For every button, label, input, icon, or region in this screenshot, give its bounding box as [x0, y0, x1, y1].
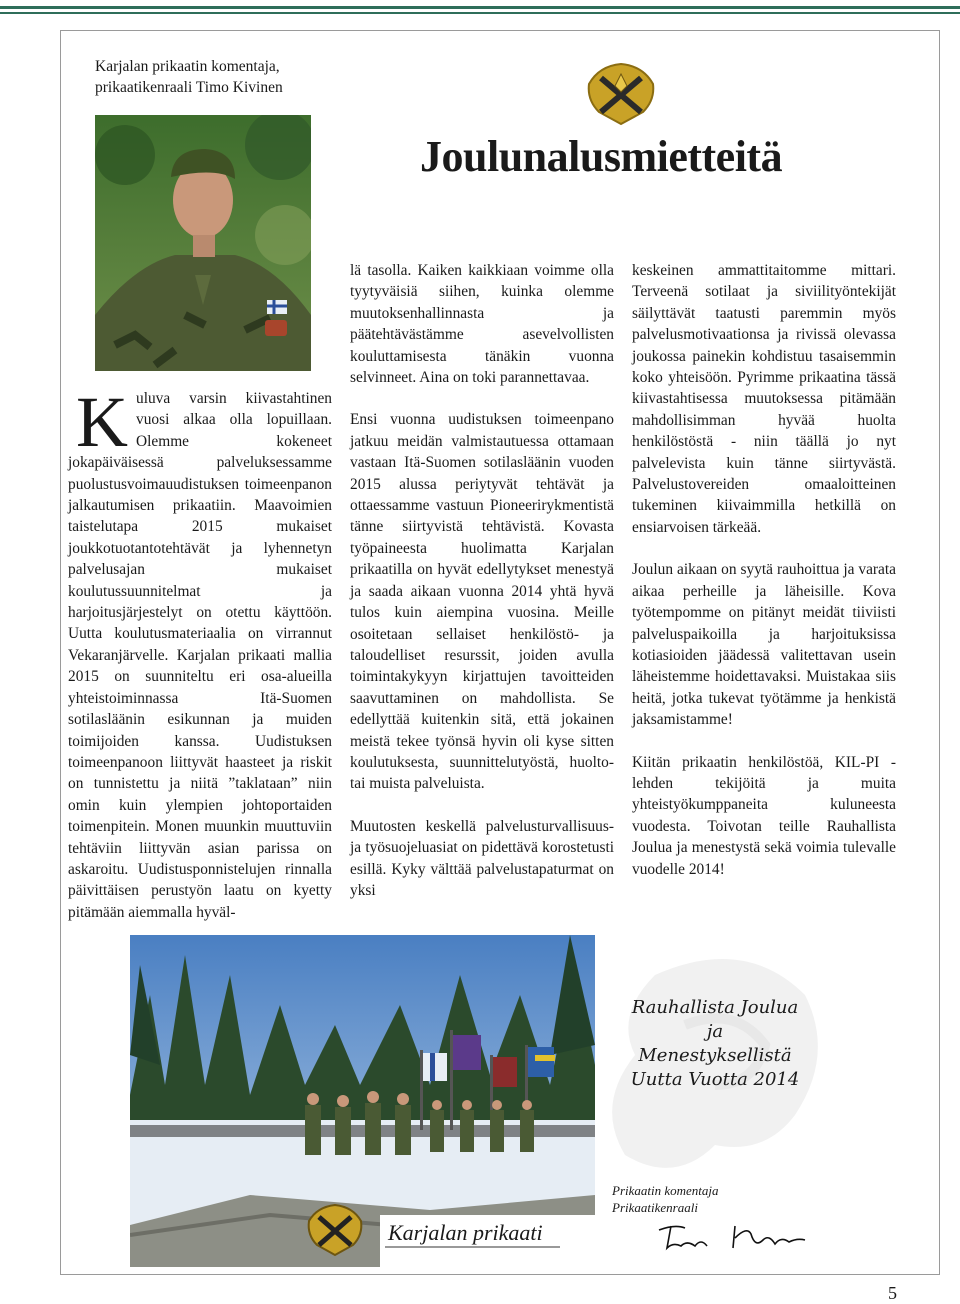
col2-paragraph-1: lä tasolla. Kaiken kaikkiaan voimme olla tyytyväisiä siihen, kuinka olemme muutoksenhallinnasta ja päätehtävästämme asevelvollisten kouluttamisesta tänäkin vuonna selvinneet. Aina on toki parannettavaa.	[350, 262, 614, 387]
col3-paragraph-2: Joulun aikaan on syytä rauhoittua ja varata aikaa perheille ja läheisille. Kova työtempomme on pitänyt meidät tiiviisti palveluspaikoilla ja harjoituksissa kotiasioiden jäädessä valitettavan usein läheistemme hoidettavaksi. Muistakaa siis heitä, jotka tukevat työtämme ja henkistä jaksamistamme!	[632, 561, 896, 729]
greet-line-2: ja	[706, 1021, 724, 1042]
col3-paragraph-1: keskeinen ammattitaitomme mittari. Terveenä sotilaat ja siviilityöntekijät säilyttävät taatusti paremmin myös palvelusmotivaationsa ja rivissä olevassa joukossa painekin kohdistuu tasaisemmin koko yhteisöön. Pyrimme prikaatina tässä kiivastahtisessa muutoksessa pitämään mahdollisimman hyvää huolta henkilöstöstä - niin täällä jo nyt palvelevista kuin tänne siirtyvästä. Palvelustovereiden omaaloitteinen tukeminen kiivaimmilla hetkillä on ensiarvoisen tärkeää.	[632, 262, 896, 536]
brigade-emblem-icon	[583, 60, 659, 128]
col3-paragraph-3: Kiitän prikaatin henkilöstöä, KIL-PI -lehden tekijöitä ja muita yhteistyökumppaneita kuluneesta vuodesta. Toivotan teille Rauhallista Joulua ja menestystä sekä voimia tulevalle vuodelle 2014!	[632, 753, 896, 878]
col1-paragraph-1-text: uluva varsin kiivastahtinen vuosi alkaa olla lopuillaan. Olemme kokeneet jokapäiväisessä palveluksessamme puolustusvoimauudistuksen toimeenpanon jalkautumisen prikaatiin. Maavoimien taistelutapa 2015 mukaiset joukkotuotantotehtävät ja lyhennetyn palvelusajan mukaiset koulutussuunnitelmat ja harjoitusjärjestelyt on otettu käyttöön. Uutta koulutusmateriaalia on virrannut Vekaranjärvelle. Karjalan prikaati mallia 2015 on suunniteltu eri osa-alueilla yhteistoiminnassa Itä-Suomen sotilasläänin esikunnan ja muiden toimijoiden kanssa. Uudistuksen toimeenpanoon liittyvät haasteet ja riskit on tunnistettu ja niitä ”taklataan” niin omin kuin ylempien johtoportaiden toimenpitein. Monen muunkin muuttuviin tehtäviin liittyvän asian parissa on askaroitu. Uudistusponnistelujen rinnalla päivittäisen perustyön laatu on kyetty pitämään aiemmalla hyväl-	[68, 390, 332, 921]
page-title: Joulunalusmietteitä	[420, 132, 783, 181]
drop-cap: K	[76, 382, 128, 462]
commander-portrait	[95, 115, 311, 371]
top-rule-2	[0, 12, 960, 14]
article-column-1	[68, 382, 332, 923]
col2-paragraph-2: Ensi vuonna uudistuksen toimeenpano jatkuu meidän valmistautuessa ottamaan vastaan Itä-Suomen sotilasläänin vuoden 2015 alussa periytyvät tehtävät ja ottaessamme vastuun Pioneerirykmentistä tänne siirtyvistä tehtävistä. Kovasta työpaineesta huolimatta Karjalan prikaatilla on hyvät edellytykset menestyä ja saada aikaan vuonna 2014 yhtä hyvä tulos kuin aiempina vuosina. Meille osoitetaan sellaiset henkilöstö- ja taloudelliset resurssit, joiden avulla toimintakykyyn kirjattujen tavoitteiden saavuttaminen on mahdollista. Se edellyttää kuitenkin sitä, että jokainen meistä tekee työnsä hyvin oli kyse sitten koulutuksesta, suunnittelutyöstä, huolto- tai muista palveluista.	[350, 411, 614, 793]
greet-line-3: Menestyksellistä	[638, 1045, 792, 1066]
top-rule-1	[0, 6, 960, 9]
caption-line-1: Karjalan prikaatin komentaja,	[95, 58, 280, 75]
signature-label	[612, 1182, 719, 1216]
brand-text: Karjalan prikaati	[388, 1220, 543, 1245]
handwritten-signature	[655, 1218, 815, 1254]
season-greeting	[610, 996, 820, 1092]
article-column-2	[350, 260, 614, 901]
ceremony-parade-photo	[130, 935, 595, 1267]
sig-title-1: Prikaatin komentaja	[612, 1183, 719, 1198]
article-column-3	[632, 260, 896, 880]
col1-paragraph-1	[68, 382, 332, 923]
sig-title-2: Prikaatikenraali	[612, 1200, 698, 1215]
page-number: 5	[888, 1283, 897, 1303]
caption-line-2: prikaatikenraali Timo Kivinen	[95, 79, 283, 96]
greet-line-4: Uutta Vuotta 2014	[630, 1069, 800, 1090]
portrait-caption	[95, 56, 283, 98]
greet-line-1: Rauhallista Joulua	[631, 997, 799, 1018]
col2-paragraph-3: Muutosten keskellä palvelusturvallisuus- ja työsuojeluasiat on pidettävä korostetusti esillä. Kyky välttää palvelustapaturmat on yksi	[350, 817, 614, 899]
